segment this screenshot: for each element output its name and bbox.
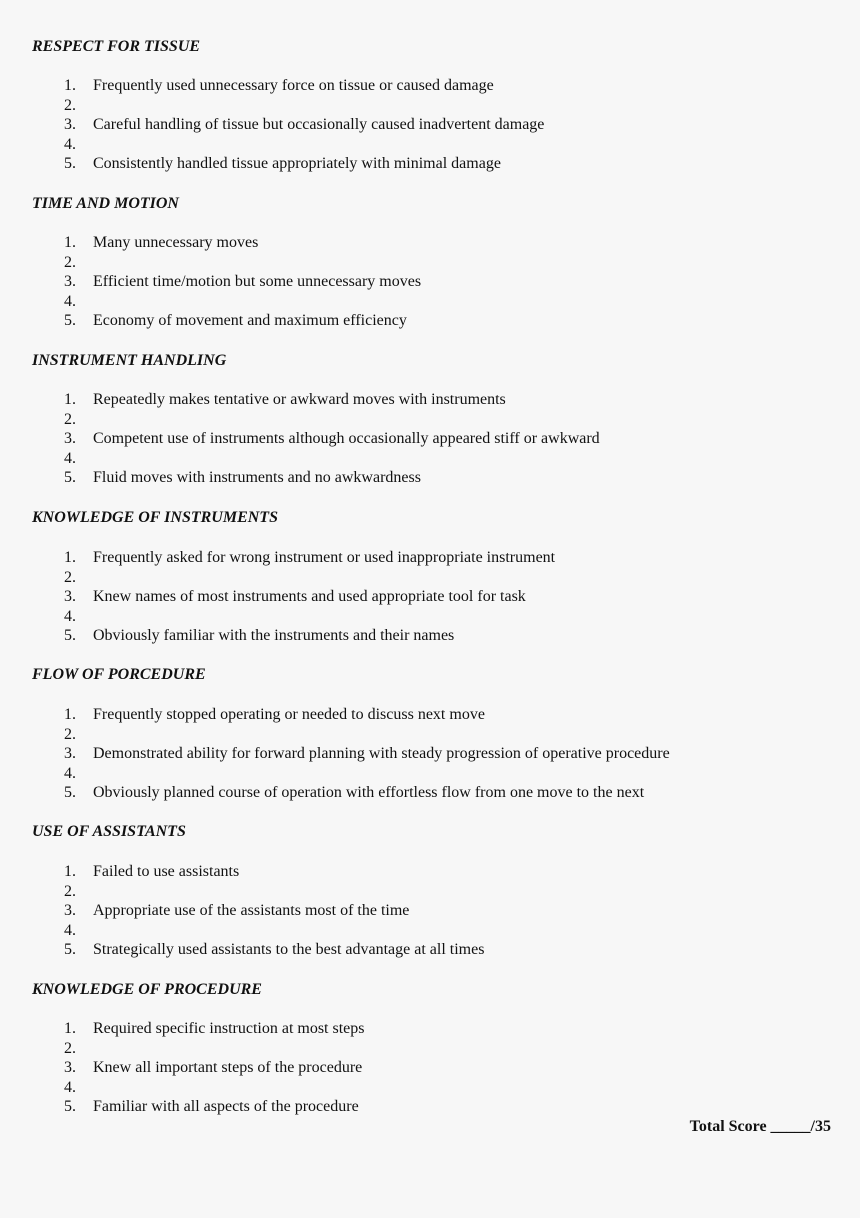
list-item <box>0 901 860 921</box>
item-text: Fluid moves with instruments and no awkwardness <box>93 469 421 486</box>
section-title: USE OF ASSISTANTS <box>32 823 186 840</box>
total-score: Total Score _____/35 <box>689 1118 831 1135</box>
item-text: Consistently handled tissue appropriately with minimal damage <box>93 155 501 172</box>
item-text: Failed to use assistants <box>93 863 240 880</box>
item-number: 1. <box>64 706 76 723</box>
item-number: 5. <box>64 784 76 801</box>
item-text: Familiar with all aspects of the procedure <box>93 1098 359 1115</box>
item-text: Knew names of most instruments and used appropriate tool for task <box>93 588 526 605</box>
item-number: 5. <box>64 941 76 958</box>
item-number: 2. <box>64 569 76 586</box>
item-text: Efficient time/motion but some unnecessary moves <box>93 273 422 290</box>
item-number: 1. <box>64 77 76 94</box>
section-title: TIME AND MOTION <box>32 195 179 212</box>
item-number: 3. <box>64 1059 76 1076</box>
item-number: 1. <box>64 1020 76 1037</box>
list-item <box>0 410 860 430</box>
item-number: 2. <box>64 883 76 900</box>
list-item <box>0 1039 860 1059</box>
item-number: 1. <box>64 549 76 566</box>
list-item <box>0 272 860 292</box>
item-number: 4. <box>64 765 76 782</box>
list-item <box>0 783 860 803</box>
item-text: Careful handling of tissue but occasionally caused inadvertent damage <box>93 116 545 133</box>
item-number: 3. <box>64 588 76 605</box>
item-text: Competent use of instruments although occasionally appeared stiff or awkward <box>93 430 600 447</box>
item-text: Knew all important steps of the procedure <box>93 1059 363 1076</box>
list-item <box>0 548 860 568</box>
list-item <box>0 1058 860 1078</box>
list-item <box>0 725 860 745</box>
item-text: Many unnecessary moves <box>93 234 259 251</box>
list-item <box>0 1019 860 1039</box>
list-item <box>0 568 860 588</box>
item-number: 3. <box>64 902 76 919</box>
item-number: 4. <box>64 136 76 153</box>
item-text: Strategically used assistants to the best advantage at all times <box>93 941 485 958</box>
item-number: 1. <box>64 863 76 880</box>
item-number: 5. <box>64 155 76 172</box>
item-text: Frequently stopped operating or needed to discuss next move <box>93 706 485 723</box>
list-item <box>0 764 860 784</box>
item-number: 1. <box>64 234 76 251</box>
item-text: Appropriate use of the assistants most of the time <box>93 902 410 919</box>
list-item <box>0 233 860 253</box>
section-title: RESPECT FOR TISSUE <box>32 38 201 55</box>
section-title: FLOW OF PORCEDURE <box>32 666 206 683</box>
section-title: KNOWLEDGE OF PROCEDURE <box>32 981 262 998</box>
list-item <box>0 468 860 488</box>
list-item <box>0 115 860 135</box>
item-number: 2. <box>64 97 76 114</box>
list-item <box>0 705 860 725</box>
item-text: Frequently asked for wrong instrument or used inappropriate instrument <box>93 549 556 566</box>
item-number: 3. <box>64 273 76 290</box>
list-item <box>0 1097 860 1117</box>
item-number: 4. <box>64 1079 76 1096</box>
item-number: 4. <box>64 922 76 939</box>
list-item <box>0 921 860 941</box>
item-text: Economy of movement and maximum efficiency <box>93 312 407 329</box>
list-item <box>0 626 860 646</box>
list-item <box>0 292 860 312</box>
item-text: Demonstrated ability for forward planning with steady progression of operative procedure <box>93 745 670 762</box>
list-item <box>0 429 860 449</box>
item-text: Required specific instruction at most steps <box>93 1020 365 1037</box>
item-number: 3. <box>64 430 76 447</box>
item-text: Obviously planned course of operation with effortless flow from one move to the next <box>93 784 645 801</box>
item-text: Obviously familiar with the instruments and their names <box>93 627 455 644</box>
item-number: 5. <box>64 1098 76 1115</box>
list-item <box>0 135 860 155</box>
list-item <box>0 76 860 96</box>
list-item <box>0 96 860 116</box>
item-number: 5. <box>64 469 76 486</box>
item-text: Repeatedly makes tentative or awkward moves with instruments <box>93 391 506 408</box>
item-number: 2. <box>64 1040 76 1057</box>
list-item <box>0 940 860 960</box>
item-number: 5. <box>64 312 76 329</box>
section-title: KNOWLEDGE OF INSTRUMENTS <box>32 509 278 526</box>
list-item <box>0 390 860 410</box>
list-item <box>0 882 860 902</box>
item-number: 2. <box>64 254 76 271</box>
item-text: Frequently used unnecessary force on tissue or caused damage <box>93 77 494 94</box>
item-number: 3. <box>64 116 76 133</box>
item-number: 4. <box>64 293 76 310</box>
section-title: INSTRUMENT HANDLING <box>32 352 227 369</box>
item-number: 4. <box>64 608 76 625</box>
item-number: 2. <box>64 726 76 743</box>
list-item <box>0 1078 860 1098</box>
item-number: 4. <box>64 450 76 467</box>
item-number: 5. <box>64 627 76 644</box>
list-item <box>0 607 860 627</box>
item-number: 3. <box>64 745 76 762</box>
list-item <box>0 862 860 882</box>
list-item <box>0 311 860 331</box>
list-item <box>0 253 860 273</box>
list-item <box>0 154 860 174</box>
list-item <box>0 449 860 469</box>
list-item <box>0 587 860 607</box>
item-number: 2. <box>64 411 76 428</box>
list-item <box>0 744 860 764</box>
item-number: 1. <box>64 391 76 408</box>
